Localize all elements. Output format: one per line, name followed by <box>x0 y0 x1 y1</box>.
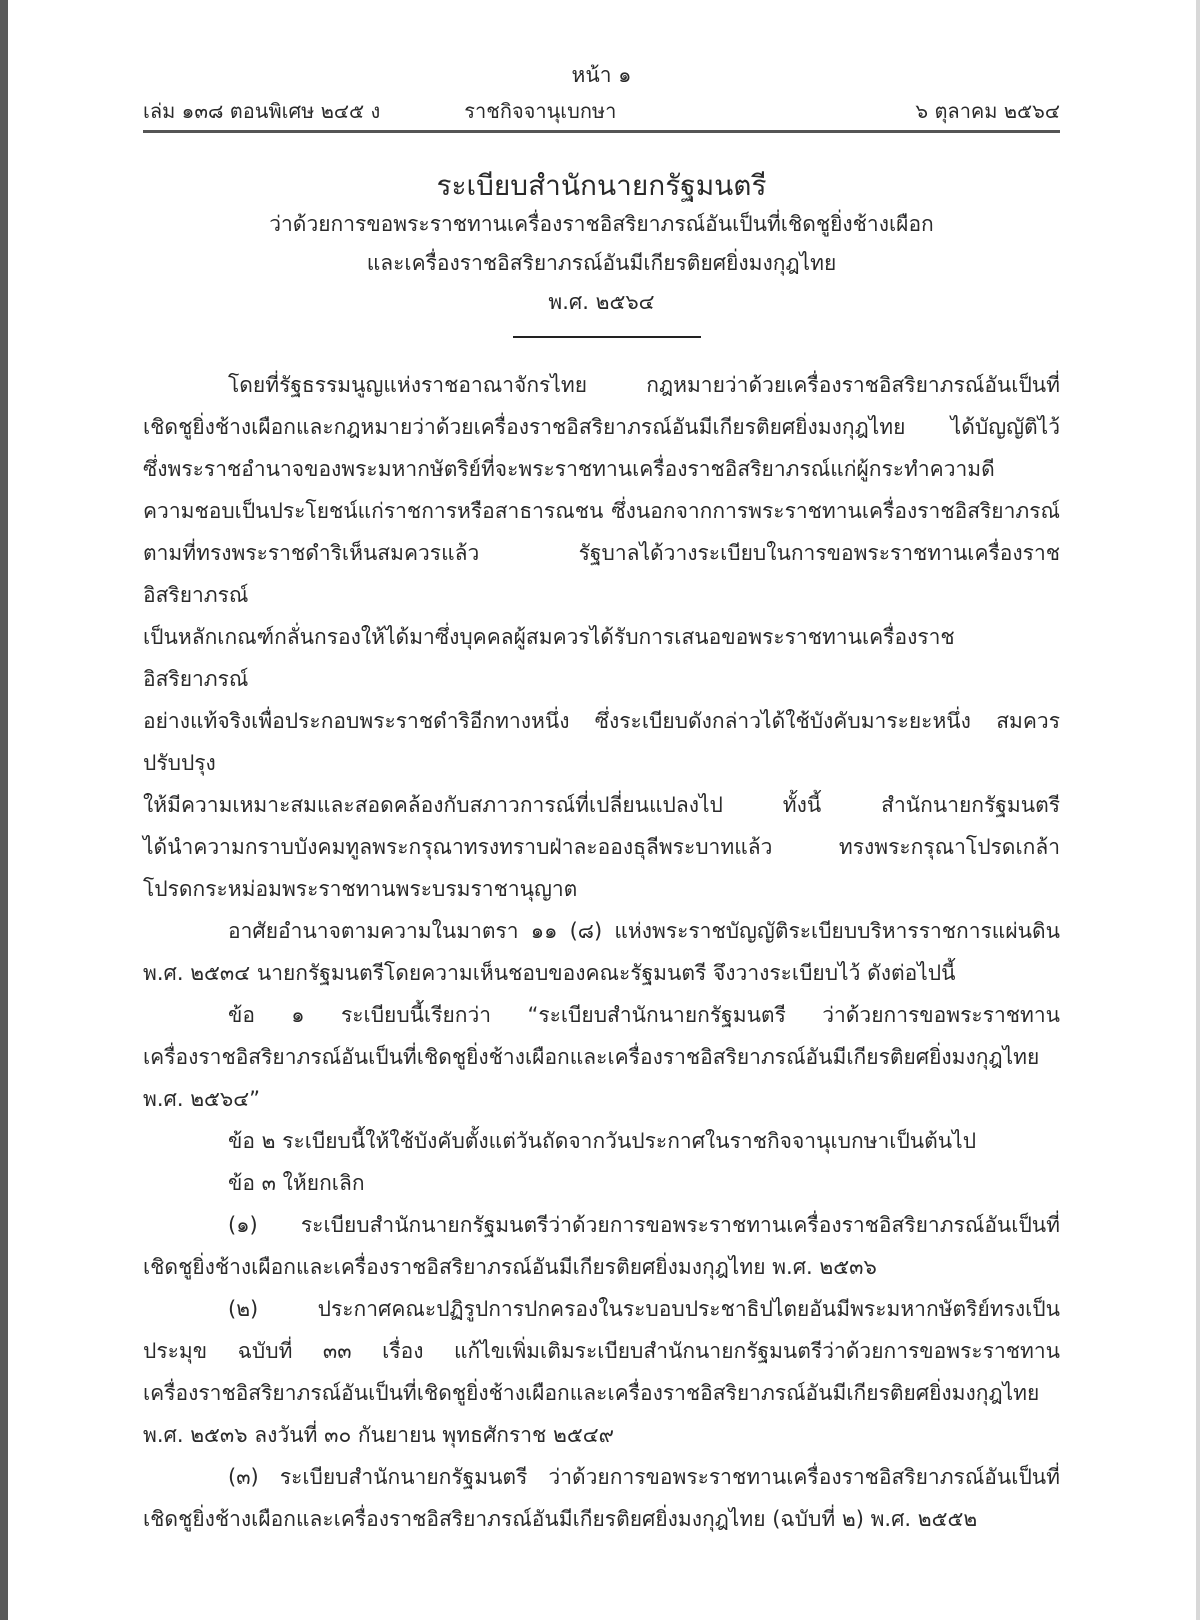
repeal-item-1: (๑) ระเบียบสำนักนายกรัฐมนตรีว่าด้วยการขอพระราชทานเครื่องราชอิสริยาภรณ์อันเป็นที่ <box>228 1213 1060 1237</box>
body-line: โปรดกระหม่อมพระราชทานพระบรมราชานุญาต <box>143 877 578 901</box>
clause-3: ข้อ ๓ ให้ยกเลิก <box>228 1171 365 1195</box>
volume-info: เล่ม ๑๓๘ ตอนพิเศษ ๒๔๕ ง <box>143 99 381 123</box>
body-line: อาศัยอำนาจตามความในมาตรา ๑๑ (๘) แห่งพระราชบัญญัติระเบียบบริหารราชการแผ่นดิน <box>228 919 1060 943</box>
page-number: หน้า ๑ <box>571 63 632 87</box>
body-line: เชิดชูยิ่งช้างเผือกและกฎหมายว่าด้วยเครื่องราชอิสริยาภรณ์อันมีเกียรติยศยิ่งมงกุฎไทย ได้บัญญัติไว้ <box>143 415 1060 439</box>
viewer-right-border <box>1196 0 1200 1620</box>
body-line: เชิดชูยิ่งช้างเผือกและเครื่องราชอิสริยาภรณ์อันมีเกียรติยศยิ่งมงกุฎไทย พ.ศ. ๒๕๓๖ <box>143 1255 877 1279</box>
body-line: อย่างแท้จริงเพื่อประกอบพระราชดำริอีกทางหนึ่ง ซึ่งระเบียบดังกล่าวได้ใช้บังคับมาระยะหนึ่ง สมควรปรับปรุง <box>143 709 1060 775</box>
document-subtitle-1: ว่าด้วยการขอพระราชทานเครื่องราชอิสริยาภรณ์อันเป็นที่เชิดชูยิ่งช้างเผือก <box>269 212 934 236</box>
body-line: พ.ศ. ๒๕๓๔ นายกรัฐมนตรีโดยความเห็นชอบของคณะรัฐมนตรี จึงวางระเบียบไว้ ดังต่อไปนี้ <box>143 961 956 985</box>
repeal-item-3: (๓) ระเบียบสำนักนายกรัฐมนตรี ว่าด้วยการขอพระราชทานเครื่องราชอิสริยาภรณ์อันเป็นที่ <box>228 1465 1060 1489</box>
title-divider <box>513 336 701 338</box>
clause-2: ข้อ ๒ ระเบียบนี้ให้ใช้บังคับตั้งแต่วันถัดจากวันประกาศในราชกิจจานุเบกษาเป็นต้นไป <box>228 1129 977 1153</box>
body-line: เครื่องราชอิสริยาภรณ์อันเป็นที่เชิดชูยิ่งช้างเผือกและเครื่องราชอิสริยาภรณ์อันมีเกียรติยศยิ่งมงกุฎไทย <box>143 1045 1040 1069</box>
body-line: เชิดชูยิ่งช้างเผือกและเครื่องราชอิสริยาภรณ์อันมีเกียรติยศยิ่งมงกุฎไทย (ฉบับที่ ๒) พ.ศ. ๒๕๕๒ <box>143 1507 978 1531</box>
gazette-name: ราชกิจจานุเบกษา <box>464 99 617 123</box>
clause-1: ข้อ ๑ ระเบียบนี้เรียกว่า “ระเบียบสำนักนายกรัฐมนตรี ว่าด้วยการขอพระราชทาน <box>228 1003 1060 1027</box>
body-line: พ.ศ. ๒๕๖๔” <box>143 1087 261 1111</box>
body-line: เป็นหลักเกณฑ์กลั่นกรองให้ได้มาซึ่งบุคคลผู้สมควรได้รับการเสนอขอพระราชทานเครื่องราชอิสริยาภรณ์ <box>143 625 955 691</box>
publication-date: ๖ ตุลาคม ๒๕๖๔ <box>915 99 1060 123</box>
body-line: ความชอบเป็นประโยชน์แก่ราชการหรือสาธารณชน ซึ่งนอกจากการพระราชทานเครื่องราชอิสริยาภรณ์ <box>143 499 1060 523</box>
body-line: เครื่องราชอิสริยาภรณ์อันเป็นที่เชิดชูยิ่งช้างเผือกและเครื่องราชอิสริยาภรณ์อันมีเกียรติยศยิ่งมงกุฎไทย <box>143 1381 1040 1405</box>
viewer-left-border <box>0 0 8 1620</box>
body-line: ได้นำความกราบบังคมทูลพระกรุณาทรงทราบฝ่าละอองธุลีพระบาทแล้ว ทรงพระกรุณาโปรดเกล้า <box>143 835 1060 859</box>
body-line: ตามที่ทรงพระราชดำริเห็นสมควรแล้ว รัฐบาลได้วางระเบียบในการขอพระราชทานเครื่องราชอิสริยาภรณ์ <box>143 541 1060 607</box>
repeal-item-2: (๒) ประกาศคณะปฏิรูปการปกครองในระบอบประชาธิปไตยอันมีพระมหากษัตริย์ทรงเป็น <box>228 1297 1060 1321</box>
body-line: พ.ศ. ๒๕๓๖ ลงวันที่ ๓๐ กันยายน พุทธศักราช ๒๕๔๙ <box>143 1423 614 1447</box>
body-line: ให้มีความเหมาะสมและสอดคล้องกับสภาวการณ์ที่เปลี่ยนแปลงไป ทั้งนี้ สำนักนายกรัฐมนตรี <box>143 793 1060 817</box>
gazette-header <box>143 96 1060 133</box>
body-line: ซึ่งพระราชอำนาจของพระมหากษัตริย์ที่จะพระราชทานเครื่องราชอิสริยาภรณ์แก่ผู้กระทำความดี <box>143 457 995 481</box>
body-line: โดยที่รัฐธรรมนูญแห่งราชอาณาจักรไทย กฎหมายว่าด้วยเครื่องราชอิสริยาภรณ์อันเป็นที่ <box>228 373 1060 397</box>
document-subtitle-2: และเครื่องราชอิสริยาภรณ์อันมีเกียรติยศยิ่งมงกุฎไทย <box>366 251 837 275</box>
document-title: ระเบียบสำนักนายกรัฐมนตรี <box>436 169 767 202</box>
body-line: ประมุข ฉบับที่ ๓๓ เรื่อง แก้ไขเพิ่มเติมระเบียบสำนักนายกรัฐมนตรีว่าด้วยการขอพระราชทาน <box>143 1339 1060 1363</box>
document-year: พ.ศ. ๒๕๖๔ <box>548 290 655 314</box>
